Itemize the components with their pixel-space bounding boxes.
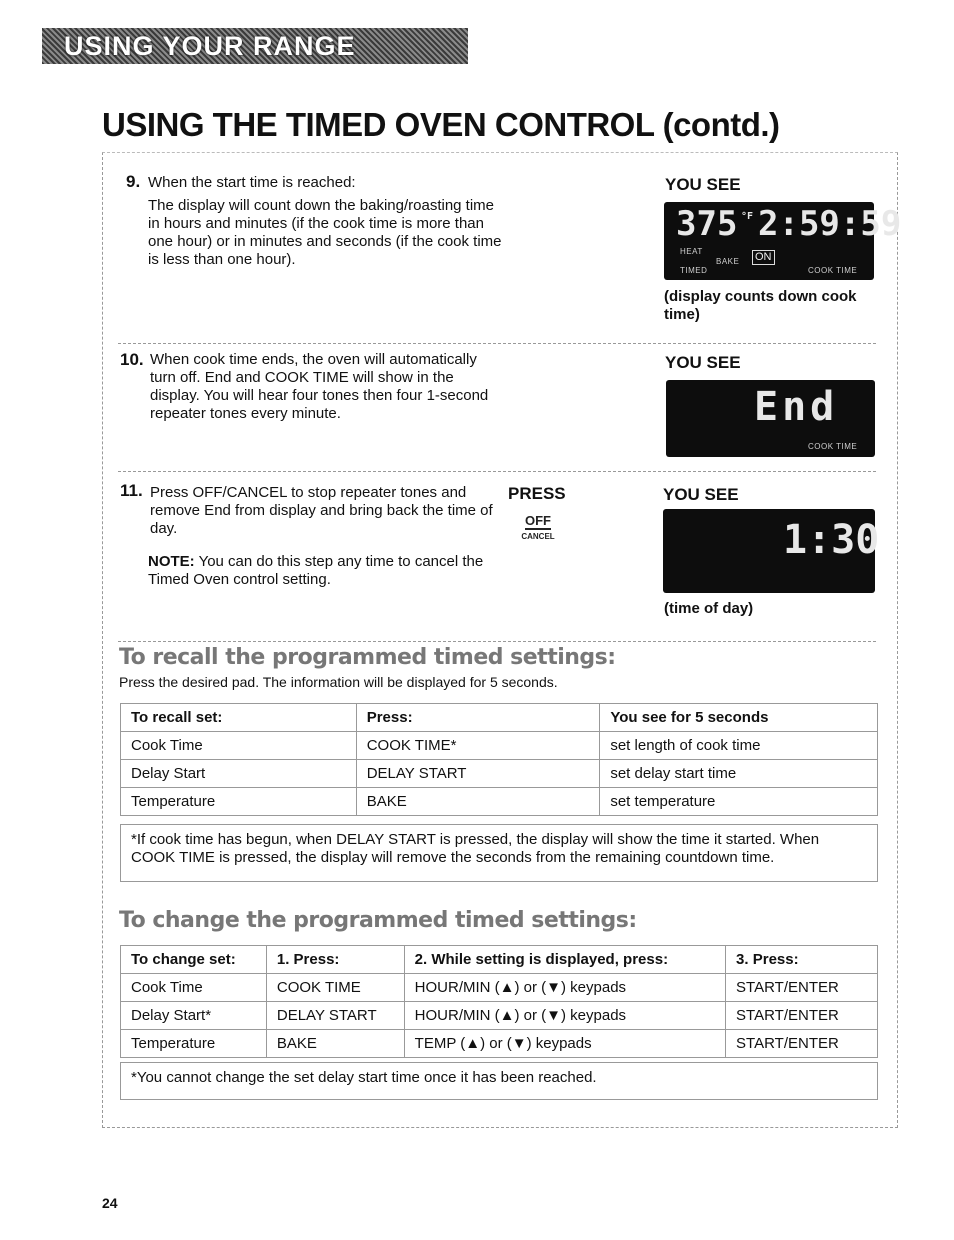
change-section-title: To change the programmed timed settings: xyxy=(119,908,637,933)
table-cell: Temperature xyxy=(121,1030,267,1058)
table-cell: Delay Start* xyxy=(121,1002,267,1030)
table-cell: START/ENTER xyxy=(726,1002,878,1030)
table-cell: DELAY START xyxy=(266,1002,404,1030)
off-key-label: OFF xyxy=(525,513,551,528)
display-caption: (time of day) xyxy=(664,600,754,617)
step-number: 11. xyxy=(120,481,143,500)
display-time-of-day: 1:30 xyxy=(783,517,880,563)
table-cell: Cook Time xyxy=(121,974,267,1002)
table-cell: set temperature xyxy=(600,788,878,816)
column-header: To recall set: xyxy=(121,704,357,732)
column-header: 2. While setting is displayed, press: xyxy=(404,946,725,974)
display-unit: °F xyxy=(741,211,754,222)
column-header: To change set: xyxy=(121,946,267,974)
column-header: 1. Press: xyxy=(266,946,404,974)
table-cell: COOK TIME xyxy=(266,974,404,1002)
table-row xyxy=(121,1002,878,1030)
divider xyxy=(118,641,876,642)
column-header: 3. Press: xyxy=(726,946,878,974)
display-caption: (display counts down cook time) xyxy=(664,288,857,323)
table-row xyxy=(121,788,878,816)
display-end: End xyxy=(754,384,839,430)
table-cell: Delay Start xyxy=(121,760,357,788)
step-note xyxy=(148,553,493,589)
table-cell: BAKE xyxy=(266,1030,404,1058)
section-banner xyxy=(42,28,468,64)
recall-footnote: *If cook time has begun, when DELAY START is pressed, the display will show the time it started. When COOK TIME is pressed, the display will remove the seconds from the remaining countdown time. xyxy=(120,824,878,882)
note-label: NOTE: xyxy=(148,553,195,570)
table-row xyxy=(121,732,878,760)
table-cell: DELAY START xyxy=(356,760,600,788)
recall-intro: Press the desired pad. The information will be displayed for 5 seconds. xyxy=(119,674,558,690)
table-cell: START/ENTER xyxy=(726,974,878,1002)
table-header-row xyxy=(121,704,878,732)
you-see-label: YOU SEE xyxy=(663,485,739,504)
divider xyxy=(118,471,876,472)
table-cell: HOUR/MIN (▲) or (▼) keypads xyxy=(404,974,725,1002)
step-detail: The display will count down the baking/roasting time in hours and minutes (if the cook time is more than one hour) or in minutes and seconds (if the cook time is less than one hour). xyxy=(148,197,502,268)
table-cell: set length of cook time xyxy=(600,732,878,760)
divider xyxy=(118,343,876,344)
recall-section-title: To recall the programmed timed settings: xyxy=(119,645,616,670)
note-text: You can do this step any time to cancel the Timed Oven control setting. xyxy=(148,553,484,588)
oven-display xyxy=(666,380,875,457)
you-see-label: YOU SEE xyxy=(665,353,741,372)
table-cell: Temperature xyxy=(121,788,357,816)
page-number: 24 xyxy=(102,1195,118,1211)
page-title: USING THE TIMED OVEN CONTROL (contd.) xyxy=(102,106,780,143)
cancel-key-label: CANCEL xyxy=(521,532,555,541)
on-indicator: ON xyxy=(752,250,775,265)
table-cell: START/ENTER xyxy=(726,1030,878,1058)
step-intro: When the start time is reached: xyxy=(148,174,356,191)
table-row xyxy=(121,760,878,788)
table-row xyxy=(121,974,878,1002)
oven-display xyxy=(663,509,880,593)
press-label: PRESS xyxy=(508,484,566,503)
table-cell: TEMP (▲) or (▼) keypads xyxy=(404,1030,725,1058)
step-number: 10. xyxy=(120,350,144,369)
display-countdown: 2:59:59 xyxy=(758,204,902,244)
table-cell: COOK TIME* xyxy=(356,732,600,760)
step-detail: When cook time ends, the oven will automatically turn off. End and COOK TIME will show in the display. You will hear four tones then four 1-second repeater tones every minute. xyxy=(150,351,489,422)
table-cell: set delay start time xyxy=(600,760,878,788)
you-see-label: YOU SEE xyxy=(665,175,741,194)
bake-indicator: BAKE xyxy=(716,257,740,266)
oven-display xyxy=(664,202,902,280)
table-header-row xyxy=(121,946,878,974)
table-cell: BAKE xyxy=(356,788,600,816)
banner-text: USING YOUR RANGE xyxy=(64,31,356,61)
off-cancel-key[interactable] xyxy=(513,512,563,541)
column-header: Press: xyxy=(356,704,600,732)
timed-indicator: TIMED xyxy=(680,266,708,275)
step-number: 9. xyxy=(126,172,141,191)
column-header: You see for 5 seconds xyxy=(600,704,878,732)
table-row xyxy=(121,1030,878,1058)
table-cell: HOUR/MIN (▲) or (▼) keypads xyxy=(404,1002,725,1030)
step-detail: Press OFF/CANCEL to stop repeater tones and remove End from display and bring back the time of day. xyxy=(150,484,493,537)
table-cell: Cook Time xyxy=(121,732,357,760)
display-temperature: 375 xyxy=(676,204,738,244)
heat-indicator: HEAT xyxy=(680,247,703,256)
cook-time-indicator: COOK TIME xyxy=(808,266,858,275)
change-table xyxy=(120,945,878,1058)
change-footnote: *You cannot change the set delay start time once it has been reached. xyxy=(120,1062,878,1100)
cook-time-indicator: COOK TIME xyxy=(808,442,858,451)
recall-table xyxy=(120,703,878,816)
